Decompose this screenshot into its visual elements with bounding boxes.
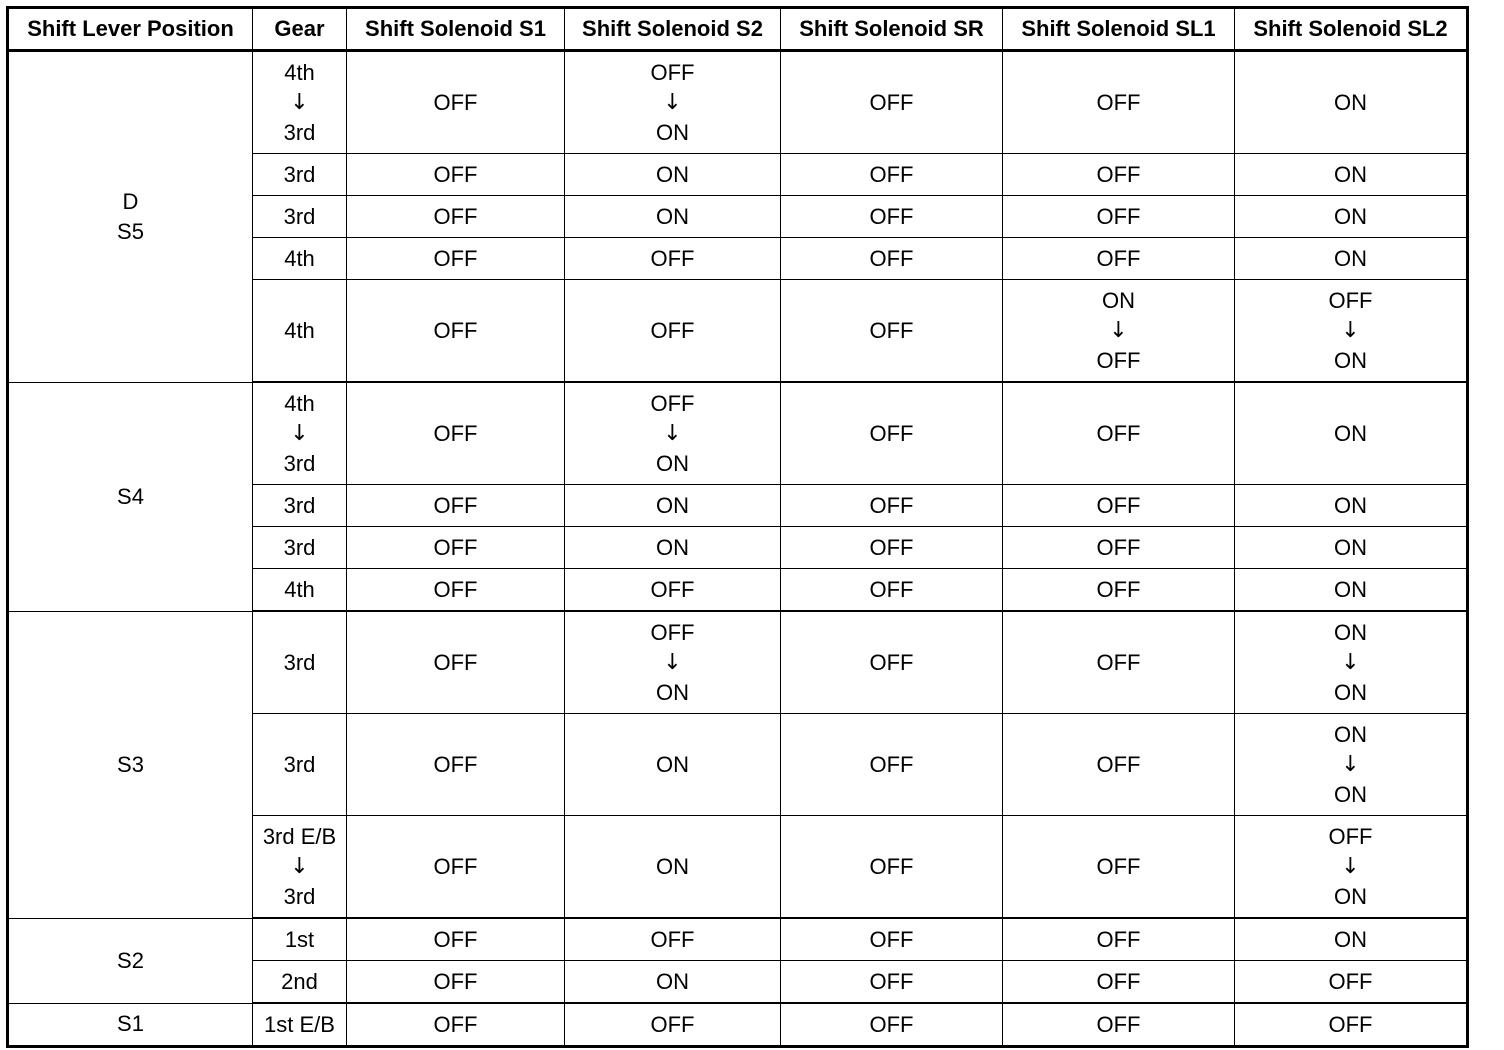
cell-value: ON xyxy=(1334,534,1367,560)
cell-value: ON xyxy=(656,751,689,777)
cell-value: OFF xyxy=(869,245,914,271)
cell-value: 3rd xyxy=(283,161,316,187)
cell-value: 3rd xyxy=(283,649,316,675)
cell-value: ON xyxy=(1334,347,1367,373)
gear-cell xyxy=(253,51,347,154)
cell-value: OFF xyxy=(1096,347,1141,373)
down-arrow-icon: ↓ xyxy=(1341,317,1360,343)
solenoid-s2-cell xyxy=(565,280,781,383)
gear-cell xyxy=(253,527,347,569)
solenoid-s1-cell xyxy=(347,485,565,527)
solenoid-sl2-cell xyxy=(1235,1003,1468,1047)
solenoid-sl2-cell xyxy=(1235,714,1468,816)
cell-value: ON xyxy=(1334,926,1367,952)
down-arrow-icon: ↓ xyxy=(1341,853,1360,879)
solenoid-s2-cell xyxy=(565,527,781,569)
solenoid-sl1-cell xyxy=(1003,238,1235,280)
cell-value: ON xyxy=(1334,883,1367,909)
down-arrow-icon: ↓ xyxy=(290,853,309,879)
gear-cell xyxy=(253,961,347,1004)
cell-value: OFF xyxy=(433,420,478,446)
solenoid-sl2-cell xyxy=(1235,527,1468,569)
solenoid-sl2-cell xyxy=(1235,961,1468,1004)
shift-lever-position-cell xyxy=(8,51,253,383)
cell-value: OFF xyxy=(1096,576,1141,602)
solenoid-s2-cell xyxy=(565,238,781,280)
cell-value: OFF xyxy=(433,1011,478,1037)
cell-value: OFF xyxy=(433,161,478,187)
cell-value: OFF xyxy=(433,317,478,343)
down-arrow-icon: ↓ xyxy=(1341,649,1360,675)
cell-value: 4th xyxy=(284,59,315,85)
cell-value: ON xyxy=(1334,245,1367,271)
cell-value: ON xyxy=(656,161,689,187)
down-arrow-icon: ↓ xyxy=(663,89,682,115)
cell-value: 3rd xyxy=(283,751,316,777)
cell-value: ON xyxy=(656,492,689,518)
solenoid-sl2-cell xyxy=(1235,196,1468,238)
shift-lever-position-cell xyxy=(8,1003,253,1047)
down-arrow-icon: ↓ xyxy=(1109,317,1128,343)
table-row xyxy=(8,611,1468,714)
cell-value: OFF xyxy=(1328,823,1373,849)
solenoid-sl1-cell xyxy=(1003,714,1235,816)
solenoid-sl2-cell xyxy=(1235,280,1468,383)
solenoid-s1-cell xyxy=(347,611,565,714)
solenoid-s1-cell xyxy=(347,1003,565,1047)
cell-value: OFF xyxy=(869,853,914,879)
solenoid-s2-cell xyxy=(565,382,781,485)
solenoid-s1-cell xyxy=(347,382,565,485)
cell-value: OFF xyxy=(433,245,478,271)
cell-value: ON xyxy=(1334,619,1367,645)
solenoid-sl1-cell xyxy=(1003,1003,1235,1047)
solenoid-sr-cell xyxy=(781,611,1003,714)
cell-value: 4th xyxy=(284,576,315,602)
position-label: S4 xyxy=(117,483,144,509)
cell-value: 3rd xyxy=(283,883,316,909)
solenoid-sr-cell xyxy=(781,280,1003,383)
solenoid-sl1-cell xyxy=(1003,280,1235,383)
solenoid-s1-cell xyxy=(347,154,565,196)
table-row xyxy=(8,1003,1468,1047)
cell-value: OFF xyxy=(433,203,478,229)
solenoid-sl1-cell xyxy=(1003,382,1235,485)
down-arrow-icon: ↓ xyxy=(663,649,682,675)
position-label: D xyxy=(122,188,139,214)
cell-value: 3rd xyxy=(283,450,316,476)
cell-value: OFF xyxy=(650,576,695,602)
header-solenoid-sl1: Shift Solenoid SL1 xyxy=(1003,8,1235,51)
cell-value: 1st xyxy=(284,926,315,952)
cell-value: 1st E/B xyxy=(264,1011,335,1037)
cell-value: 4th xyxy=(284,390,315,416)
down-arrow-icon: ↓ xyxy=(1341,751,1360,777)
solenoid-sl1-cell xyxy=(1003,611,1235,714)
cell-value: ON xyxy=(1102,287,1135,313)
cell-value: OFF xyxy=(869,161,914,187)
solenoid-sr-cell xyxy=(781,569,1003,612)
header-gear: Gear xyxy=(253,8,347,51)
cell-value: OFF xyxy=(869,317,914,343)
position-label: S2 xyxy=(117,947,144,973)
solenoid-sl2-cell xyxy=(1235,611,1468,714)
solenoid-s2-cell xyxy=(565,196,781,238)
solenoid-sr-cell xyxy=(781,918,1003,961)
solenoid-s2-cell xyxy=(565,51,781,154)
cell-value: OFF xyxy=(1096,926,1141,952)
shift-lever-position-cell xyxy=(8,918,253,1003)
cell-value: ON xyxy=(1334,161,1367,187)
cell-value: OFF xyxy=(1096,853,1141,879)
cell-value: OFF xyxy=(433,89,478,115)
cell-value: OFF xyxy=(433,926,478,952)
cell-value: OFF xyxy=(433,534,478,560)
solenoid-sl1-cell xyxy=(1003,51,1235,154)
header-row xyxy=(8,8,1468,51)
cell-value: ON xyxy=(1334,420,1367,446)
solenoid-s2-cell xyxy=(565,918,781,961)
cell-value: OFF xyxy=(1328,287,1373,313)
solenoid-s1-cell xyxy=(347,280,565,383)
solenoid-sl1-cell xyxy=(1003,527,1235,569)
cell-value: OFF xyxy=(869,576,914,602)
cell-value: ON xyxy=(656,853,689,879)
cell-value: 3rd xyxy=(283,203,316,229)
cell-value: OFF xyxy=(869,492,914,518)
cell-value: OFF xyxy=(869,1011,914,1037)
shift-lever-position-cell xyxy=(8,382,253,611)
solenoid-s1-cell xyxy=(347,961,565,1004)
cell-value: OFF xyxy=(1096,161,1141,187)
cell-value: ON xyxy=(656,679,689,705)
solenoid-sr-cell xyxy=(781,1003,1003,1047)
gear-cell xyxy=(253,569,347,612)
cell-value: OFF xyxy=(433,751,478,777)
solenoid-sr-cell xyxy=(781,816,1003,919)
solenoid-s1-cell xyxy=(347,527,565,569)
cell-value: ON xyxy=(1334,89,1367,115)
cell-value: ON xyxy=(656,450,689,476)
cell-value: OFF xyxy=(433,576,478,602)
gear-cell xyxy=(253,1003,347,1047)
solenoid-s1-cell xyxy=(347,569,565,612)
solenoid-s2-cell xyxy=(565,611,781,714)
cell-value: OFF xyxy=(869,751,914,777)
solenoid-sl2-cell xyxy=(1235,154,1468,196)
solenoid-sl1-cell xyxy=(1003,569,1235,612)
position-label: S1 xyxy=(117,1011,144,1037)
solenoid-s2-cell xyxy=(565,154,781,196)
gear-cell xyxy=(253,918,347,961)
solenoid-sl2-cell xyxy=(1235,485,1468,527)
solenoid-s2-cell xyxy=(565,569,781,612)
cell-value: ON xyxy=(1334,492,1367,518)
cell-value: ON xyxy=(1334,781,1367,807)
position-label: S5 xyxy=(117,218,144,244)
cell-value: OFF xyxy=(869,203,914,229)
cell-value: 3rd xyxy=(283,492,316,518)
header-solenoid-s2: Shift Solenoid S2 xyxy=(565,8,781,51)
solenoid-s1-cell xyxy=(347,918,565,961)
cell-value: ON xyxy=(1334,721,1367,747)
solenoid-sr-cell xyxy=(781,196,1003,238)
solenoid-sr-cell xyxy=(781,382,1003,485)
cell-value: OFF xyxy=(433,853,478,879)
solenoid-s2-cell xyxy=(565,485,781,527)
cell-value: OFF xyxy=(869,420,914,446)
cell-value: 3rd xyxy=(283,534,316,560)
gear-cell xyxy=(253,382,347,485)
gear-cell xyxy=(253,280,347,383)
cell-value: OFF xyxy=(1096,89,1141,115)
header-solenoid-sr: Shift Solenoid SR xyxy=(781,8,1003,51)
gear-cell xyxy=(253,485,347,527)
solenoid-sl2-cell xyxy=(1235,382,1468,485)
solenoid-s1-cell xyxy=(347,816,565,919)
solenoid-sl1-cell xyxy=(1003,816,1235,919)
cell-value: ON xyxy=(656,968,689,994)
cell-value: OFF xyxy=(650,390,695,416)
solenoid-sr-cell xyxy=(781,485,1003,527)
solenoid-sl2-cell xyxy=(1235,918,1468,961)
cell-value: OFF xyxy=(869,534,914,560)
shift-lever-position-cell xyxy=(8,611,253,918)
cell-value: OFF xyxy=(1328,968,1373,994)
header-shift-lever-position: Shift Lever Position xyxy=(8,8,253,51)
table-row xyxy=(8,51,1468,154)
cell-value: OFF xyxy=(1096,245,1141,271)
solenoid-sl1-cell xyxy=(1003,961,1235,1004)
cell-value: 4th xyxy=(284,245,315,271)
cell-value: OFF xyxy=(1096,203,1141,229)
solenoid-s2-cell xyxy=(565,1003,781,1047)
cell-value: OFF xyxy=(650,1011,695,1037)
solenoid-sr-cell xyxy=(781,238,1003,280)
cell-value: OFF xyxy=(1096,751,1141,777)
cell-value: OFF xyxy=(433,492,478,518)
cell-value: OFF xyxy=(1096,492,1141,518)
position-label: S3 xyxy=(117,751,144,777)
cell-value: 2nd xyxy=(281,968,318,994)
solenoid-sl1-cell xyxy=(1003,196,1235,238)
solenoid-sl2-cell xyxy=(1235,816,1468,919)
cell-value: OFF xyxy=(650,245,695,271)
cell-value: OFF xyxy=(650,619,695,645)
solenoid-s1-cell xyxy=(347,238,565,280)
solenoid-sl2-cell xyxy=(1235,238,1468,280)
down-arrow-icon: ↓ xyxy=(290,420,309,446)
gear-cell xyxy=(253,714,347,816)
solenoid-sr-cell xyxy=(781,527,1003,569)
solenoid-s2-cell xyxy=(565,961,781,1004)
cell-value: OFF xyxy=(433,968,478,994)
cell-value: OFF xyxy=(869,649,914,675)
solenoid-s1-cell xyxy=(347,714,565,816)
cell-value: ON xyxy=(1334,679,1367,705)
cell-value: OFF xyxy=(1096,420,1141,446)
solenoid-sl1-cell xyxy=(1003,918,1235,961)
cell-value: OFF xyxy=(869,89,914,115)
gear-cell xyxy=(253,816,347,919)
solenoid-sr-cell xyxy=(781,51,1003,154)
solenoid-sl1-cell xyxy=(1003,154,1235,196)
table-body xyxy=(8,51,1468,1047)
solenoid-sl1-cell xyxy=(1003,485,1235,527)
gear-cell xyxy=(253,611,347,714)
cell-value: OFF xyxy=(869,926,914,952)
cell-value: 3rd xyxy=(283,119,316,145)
solenoid-sl2-cell xyxy=(1235,569,1468,612)
cell-value: OFF xyxy=(650,317,695,343)
cell-value: 3rd E/B xyxy=(262,823,337,849)
solenoid-sr-cell xyxy=(781,714,1003,816)
cell-value: OFF xyxy=(1096,534,1141,560)
cell-value: OFF xyxy=(1096,968,1141,994)
cell-value: OFF xyxy=(1328,1011,1373,1037)
cell-value: 4th xyxy=(284,317,315,343)
solenoid-s1-cell xyxy=(347,196,565,238)
solenoid-operation-table xyxy=(6,6,1469,1048)
table-row xyxy=(8,918,1468,961)
solenoid-sr-cell xyxy=(781,154,1003,196)
cell-value: OFF xyxy=(869,968,914,994)
header-solenoid-s1: Shift Solenoid S1 xyxy=(347,8,565,51)
cell-value: ON xyxy=(1334,576,1367,602)
down-arrow-icon: ↓ xyxy=(663,420,682,446)
cell-value: ON xyxy=(656,119,689,145)
header-solenoid-sl2: Shift Solenoid SL2 xyxy=(1235,8,1468,51)
solenoid-sl2-cell xyxy=(1235,51,1468,154)
cell-value: ON xyxy=(656,203,689,229)
gear-cell xyxy=(253,196,347,238)
solenoid-s2-cell xyxy=(565,714,781,816)
cell-value: ON xyxy=(656,534,689,560)
cell-value: OFF xyxy=(433,649,478,675)
cell-value: OFF xyxy=(650,59,695,85)
cell-value: OFF xyxy=(1096,1011,1141,1037)
table-row xyxy=(8,382,1468,485)
gear-cell xyxy=(253,154,347,196)
solenoid-s1-cell xyxy=(347,51,565,154)
cell-value: ON xyxy=(1334,203,1367,229)
cell-value: OFF xyxy=(650,926,695,952)
cell-value: OFF xyxy=(1096,649,1141,675)
solenoid-s2-cell xyxy=(565,816,781,919)
gear-cell xyxy=(253,238,347,280)
solenoid-sr-cell xyxy=(781,961,1003,1004)
down-arrow-icon: ↓ xyxy=(290,89,309,115)
